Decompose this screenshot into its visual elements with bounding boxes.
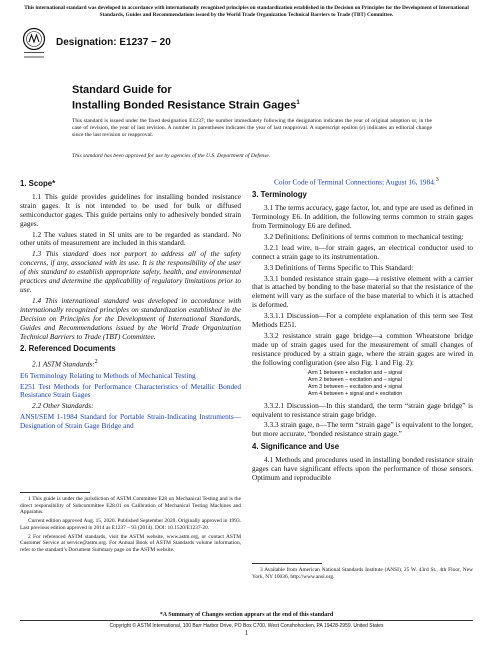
reference-e6-title[interactable]: Terminology Relating to Methods of Mechanical Testing	[29, 370, 196, 380]
reference-e251-title[interactable]: Test Methods for Performance Characteristics of Metallic Bonded Resistance Strain Gages	[20, 381, 241, 400]
paragraph-3-3-1-1: 3.3.1.1 Discussion—For a complete explanation of this term see Test Methods E251.	[252, 311, 473, 330]
title-footnote-mark: 1	[296, 100, 300, 106]
issuance-statement: This standard is issued under the fixed designation E1237; the number immediately following the designation indicates the year of original adoption or, in the case of revision, the year of last revision. A number in parentheses indicates the year of last reapproval. A superscript epsilon (ε) indicates an editorial change since the last revision or reapproval.	[72, 118, 432, 138]
footnote-mark-3: 3	[435, 177, 439, 183]
astm-logo-icon	[22, 27, 46, 61]
paragraph-3-3-2-1: 3.3.2.1 Discussion—In this standard, the term “strain gage bridge” is equivalent to resistance strain gage bridge.	[252, 400, 473, 419]
dod-approval-statement: This standard has been approved for use by agencies of the U.S. Department of Defense.	[72, 153, 271, 159]
page-number: 1	[244, 629, 249, 637]
copyright-line: Copyright © ASTM International, 100 Barr Harbor Drive, PO Box C700, West Conshohocken, PA 19428-2959. United States	[20, 620, 473, 629]
footnote-divider	[20, 492, 90, 493]
reference-e6	[20, 372, 241, 381]
footnote-1-edition: Current edition approved Aug. 15, 2020. Published September 2020. Originally approved in 1993. Last previous edition approved in 2014 as E1237 – 93 (2014). DOI: 10.1520/E1237-20.	[20, 518, 241, 531]
designation: Designation: E1237 − 20	[56, 37, 171, 48]
reference-e6-link[interactable]: E6	[20, 370, 29, 380]
reference-ansi-link[interactable]: ANSI/SEM 1-1984	[20, 412, 78, 422]
reference-ansi-continued	[252, 176, 473, 187]
footnotes-left	[20, 492, 241, 556]
title-line-1: Standard Guide for	[72, 84, 172, 96]
wto-notice: This international standard was developed in accordance with internationally recognized principles on standardization established in the Decision on Principles for the Development of International Standards, Guides and Recommendations issued by the World Trade Organization Technical Barriers to Trade (TBT) Committee.	[24, 5, 469, 18]
paragraph-3-3-2: 3.3.2 resistance strain gage bridge—a common Wheatstone bridge made up of strain gages used for the measurement of small changes of resistance produced by a strain gage, where the strain gages are wired in the following configuration (see also Fig. 1 and Fig. 2):	[252, 331, 473, 367]
title-line-2	[72, 97, 300, 113]
astm-standards-label: 2.1 ASTM Standards:	[32, 359, 95, 369]
right-column	[252, 176, 473, 485]
paragraph-3-3: 3.3 Definitions of Terms Specific to This Standard:	[264, 262, 414, 272]
reference-e251-link[interactable]: E251	[20, 381, 36, 391]
reference-ansi-title[interactable]: Standard for Portable Strain-Indicating Instruments—Designation of Strain Gage Bridge and	[20, 412, 241, 431]
paragraph-3-2: 3.2 Definitions: Definitions of terms common to mechanical testing:	[264, 231, 464, 241]
paragraph-1-1: 1.1 This guide provides guidelines for installing bonded resistance strain gages. It is not intended to be used for bulk or diffused semiconductor gages. This guide pertains only to adhesively bonded strain gages.	[20, 191, 241, 228]
wiring-arm-1: Arm 1 between + excitation and – signal	[308, 369, 403, 376]
footnote-mark-2: 2	[94, 359, 98, 366]
section-4-heading: 4. Significance and Use	[252, 442, 340, 452]
paragraph-3-1: 3.1 The terms accuracy, gage factor, lot, and type are used as defined in Terminology E6. In addition, the following terms common to strain gages from Terminology E6 are defined.	[252, 203, 473, 231]
other-standards-label: 2.2 Other Standards:	[32, 401, 94, 411]
reference-ansi	[20, 413, 241, 431]
paragraph-3-3-3: 3.3.3 strain gage, n—The term “strain gage” is equivalent to the longer, but more accurate, “bonded resistance strain gage.”	[252, 420, 473, 439]
footnote-3: 3 Available from American National Standards Institute (ANSI), 25 W. 43rd St., 4th Floor, New York, NY 10036, http://www.ansi.org.	[252, 567, 473, 580]
section-1-heading: 1. Scope*	[20, 179, 56, 188]
title-text: Installing Bonded Resistance Strain Gages	[72, 99, 297, 112]
left-column	[20, 176, 241, 433]
footnote-divider-right	[252, 563, 322, 564]
footnote-2: 2 For referenced ASTM standards, visit the ASTM website, www.astm.org, or contact ASTM Customer Service at service@astm.org. For Annual Book of ASTM Standards volume information, refer to the standard’s Document Summary page on the ASTM website.	[20, 533, 241, 553]
bridge-wiring-list	[308, 370, 473, 398]
paragraph-1-4: 1.4 This international standard was developed in accordance with internationally recognized principles on standardization established in the Decision on Principles for the Development of International Standards, Guides and Recommendations issued by the World Trade Organization Technical Barriers to Trade (TBT) Committee.	[20, 295, 241, 341]
paragraph-3-2-1: 3.2.1 lead wire, n—for strain gages, an electrical conductor used to connect a strain gage to its instrumentation.	[252, 242, 473, 261]
paragraph-3-3-1: 3.3.1 bonded resistance strain gage—a resistive element with a carrier that is attached by bonding to the base material so that the resistance of the element will vary as the surface of the base material to which it is attached is deformed.	[252, 273, 473, 310]
summary-of-changes-note: *A Summary of Changes section appears at the end of this standard	[159, 612, 334, 618]
wiring-arm-4: Arm 4 between + signal and + excitation	[308, 390, 403, 397]
paragraph-2-2	[20, 402, 241, 411]
reference-e251	[20, 383, 241, 401]
wiring-arm-3: Arm 3 between – excitation and + signal	[308, 383, 403, 390]
document-title	[72, 84, 300, 113]
footnote-1: 1 This guide is under the jurisdiction of ASTM Committee E28 on Mechanical Testing and is the direct responsibility of Subcommittee E28.01 on Calibration of Mechanical Testing Machines and Apparatus.	[20, 496, 241, 516]
wiring-arm-2: Arm 2 between – excitation and – signal	[308, 376, 402, 383]
section-2-heading: 2. Referenced Documents	[20, 344, 116, 354]
paragraph-1-2: 1.2 The values stated in SI units are to be regarded as standard. No other units of measurement are included in this standard.	[20, 229, 241, 248]
paragraph-2-1	[20, 358, 241, 369]
paragraph-1-3: 1.3 This standard does not purport to address all of the safety concerns, if any, associated with its use. It is the responsibility of the user of this standard to establish appropriate safety, health, and environmental practices and determine the applicability of regulatory limitations prior to use.	[20, 249, 241, 294]
footnotes-right	[252, 563, 473, 582]
paragraph-4-1: 4.1 Methods and procedures used in installing bonded resistance strain gages can have significant effects upon the performance of those sensors. Optimum and reproducible	[252, 455, 473, 482]
reference-ansi-continued-text[interactable]: Color Code of Terminal Connections; August 16, 1984.	[274, 177, 436, 187]
section-3-heading: 3. Terminology	[252, 190, 307, 200]
